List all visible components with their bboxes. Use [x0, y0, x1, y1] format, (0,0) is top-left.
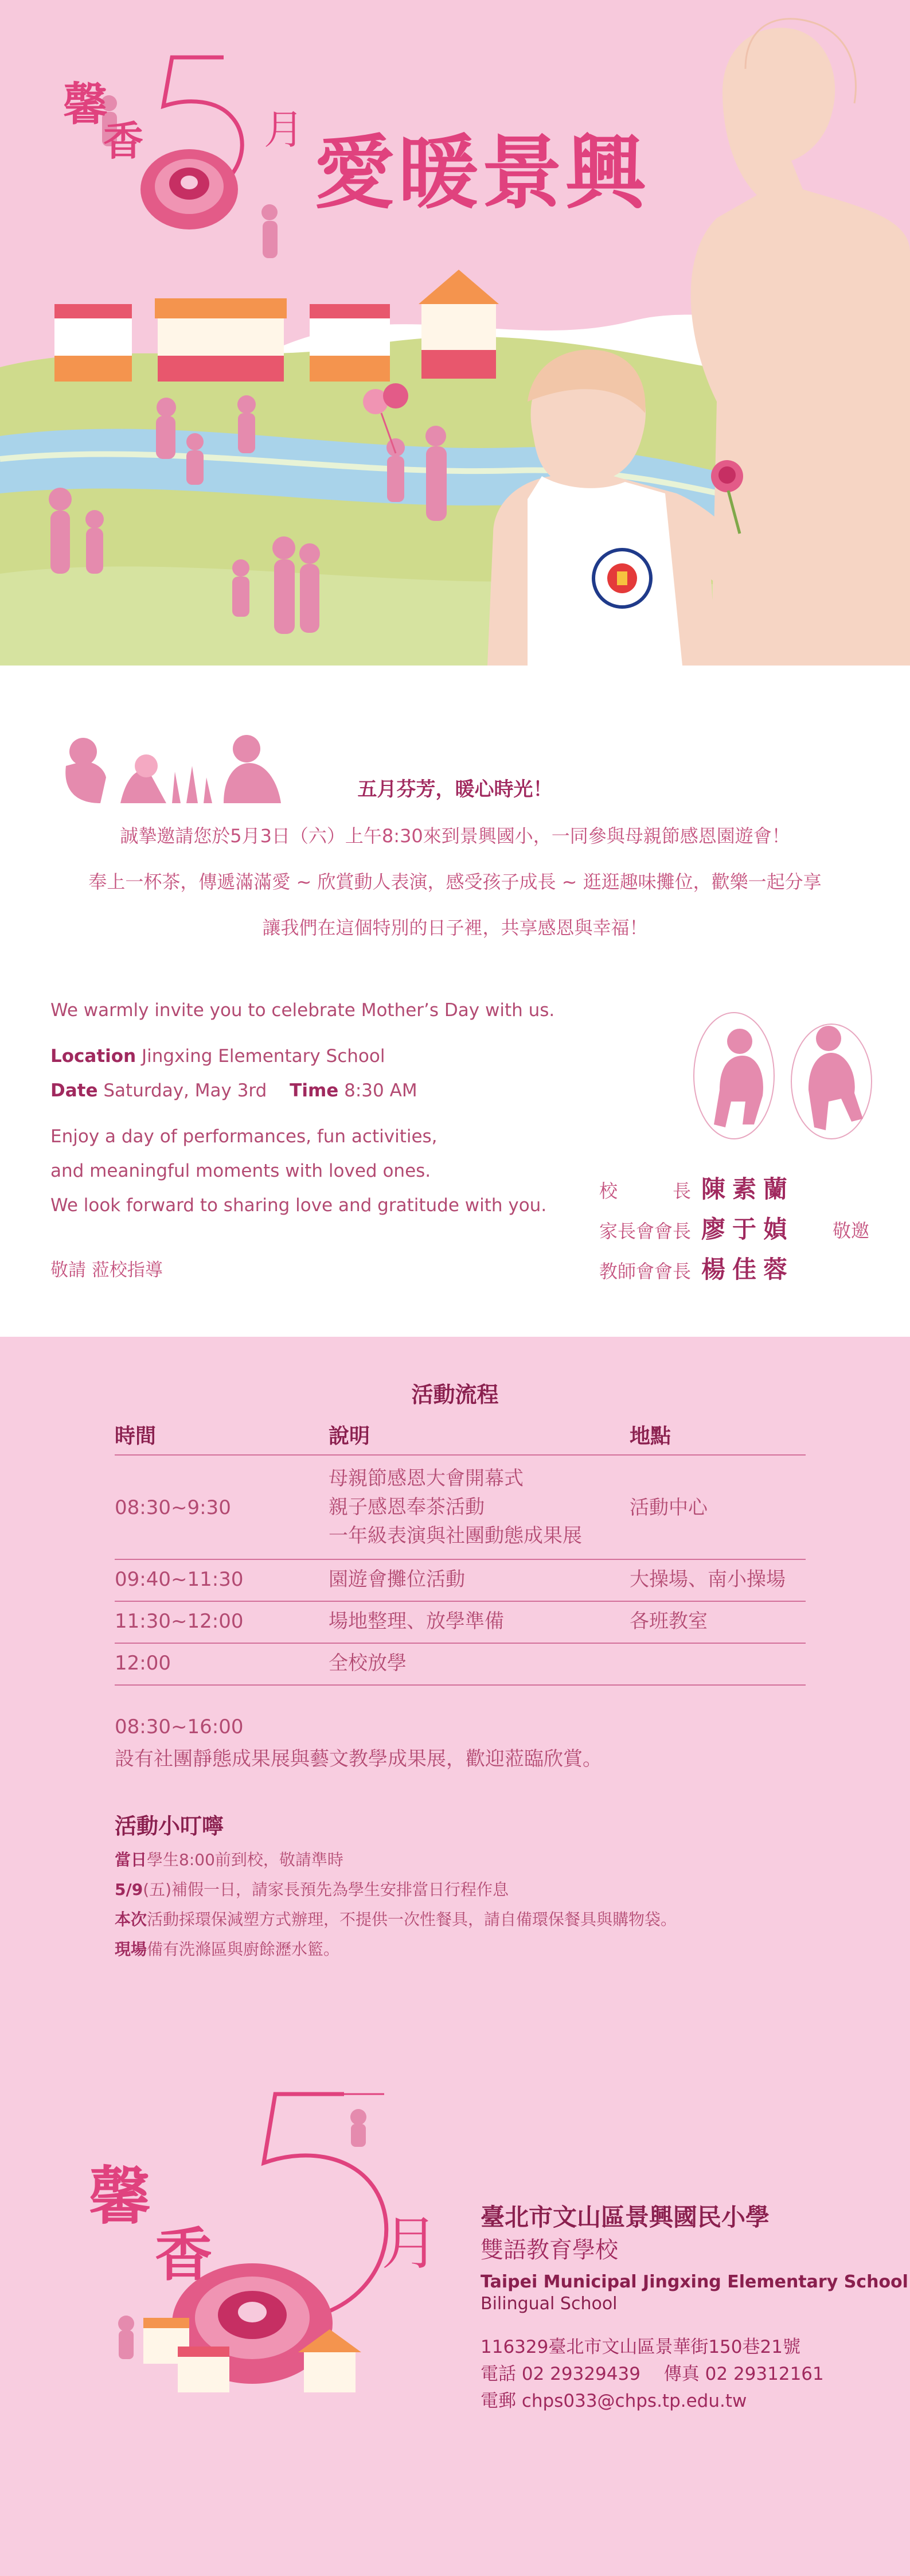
- location-label: Location: [50, 1046, 136, 1067]
- tip-lead: 現場: [115, 1940, 147, 1959]
- school-email: 電郵 chps033@chps.tp.edu.tw: [481, 2391, 747, 2411]
- row-location: 各班教室: [630, 1610, 708, 1633]
- table-divider: [115, 1601, 806, 1602]
- hero-title: 愛暖景興: [314, 126, 650, 220]
- location-value: Jingxing Elementary School: [142, 1046, 385, 1067]
- tip-lead: 當日: [115, 1850, 147, 1869]
- school-subtitle-zh: 雙語教育學校: [481, 2237, 618, 2263]
- logo-month-char: 月: [264, 106, 304, 153]
- hero-illustration: [0, 0, 910, 666]
- time-label: Time: [290, 1080, 339, 1101]
- school-name-en: Taipei Municipal Jingxing Elementary School: [481, 2272, 908, 2292]
- signature-role: 家長會會長: [599, 1220, 692, 1242]
- row-description: 園遊會攤位活動: [329, 1568, 465, 1591]
- invite-line-2: 奉上一杯茶，傳遞滿滿愛 ~ 欣賞動人表演，感受孩子成長 ~ 逛逛趣味攤位，歡樂一起分享: [88, 871, 822, 893]
- tip-lead: 本次: [115, 1910, 147, 1929]
- header-location: 地點: [630, 1425, 671, 1448]
- row-description: 全校放學: [329, 1652, 407, 1675]
- signature-parent-chair: [599, 1211, 794, 1245]
- table-divider: [115, 1684, 806, 1686]
- date-row: [50, 1080, 417, 1101]
- hero-banner: [0, 0, 910, 666]
- tip-text: 活動採環保減塑方式辦理，不提供一次性餐具，請自備環保餐具與購物袋。: [147, 1910, 677, 1929]
- extra-description: 設有社團靜態成果展與藝文教學成果展，歡迎蒞臨欣賞。: [115, 1748, 602, 1770]
- peony-icon: [140, 149, 238, 229]
- location-row: [50, 1046, 385, 1067]
- invite-line-3: 讓我們在這個特別的日子裡，共享感恩與幸福！: [262, 917, 648, 939]
- tip-item: [115, 1937, 339, 1960]
- tips-title: 活動小叮嚀: [115, 1814, 224, 1839]
- tip-text: (五)補假一日，請家長預先為學生安排當日行程作息: [143, 1880, 509, 1899]
- table-divider: [115, 1454, 806, 1456]
- english-body-1: Enjoy a day of performances, fun activities,: [50, 1126, 438, 1147]
- extra-time: 08:30~16:00: [115, 1715, 244, 1738]
- signature-name: 楊佳蓉: [701, 1255, 795, 1283]
- signature-name: 廖于媜: [701, 1215, 795, 1243]
- school-address: 116329臺北市文山區景華街150巷21號: [481, 2337, 800, 2357]
- invite-line-1: 誠摯邀請您於5月3日（六）上午8:30來到景興國小，一同參與母親節感恩園遊會！: [120, 825, 790, 847]
- row-time: 08:30~9:30: [115, 1496, 231, 1519]
- signature-teacher-chair: [599, 1251, 794, 1285]
- tip-item: [115, 1877, 509, 1900]
- invitation-section: [0, 666, 910, 1337]
- schedule-section: [0, 1337, 910, 2576]
- school-subtitle-en: Bilingual School: [481, 2294, 618, 2314]
- row-location: 活動中心: [630, 1496, 708, 1519]
- footer-logo-month-char: 月: [381, 2210, 439, 2277]
- english-body-3: We look forward to sharing love and gratitude with you.: [50, 1195, 547, 1216]
- row-time: 09:40~11:30: [115, 1568, 244, 1591]
- invite-note: 敬請 蒞校指導: [50, 1260, 163, 1281]
- header-time: 時間: [115, 1425, 157, 1448]
- english-intro: We warmly invite you to celebrate Mother’s Day with us.: [50, 1000, 555, 1021]
- tip-text: 學生8:00前到校，敬請準時: [147, 1850, 343, 1869]
- tip-text: 備有洗滌區與廚餘瀝水籃。: [147, 1940, 340, 1959]
- time-value: 8:30 AM: [344, 1080, 417, 1101]
- header-description: 說明: [329, 1425, 370, 1448]
- english-body-2: and meaningful moments with loved ones.: [50, 1161, 431, 1181]
- respect-text: 敬邀: [833, 1220, 870, 1242]
- signature-role: 教師會會長: [599, 1260, 692, 1282]
- row-location: 大操場、南小操場: [630, 1568, 786, 1591]
- date-value: Saturday, May 3rd: [103, 1080, 267, 1101]
- footer-logo-xin-char: 馨: [89, 2161, 151, 2233]
- jump-rope-kids-icon: [685, 1010, 880, 1142]
- signature-role: 校 長: [599, 1180, 692, 1202]
- row-description: 場地整理、放學準備: [329, 1610, 504, 1633]
- school-name-zh: 臺北市文山區景興國民小學: [481, 2203, 770, 2231]
- footer-logo-xiang-char: 香: [155, 2221, 212, 2289]
- table-divider: [115, 1559, 806, 1560]
- tip-item: [115, 1847, 343, 1870]
- row-time: 12:00: [115, 1652, 171, 1675]
- logo-xin-char: 馨: [63, 79, 108, 131]
- tip-lead: 5/9: [115, 1880, 143, 1899]
- schedule-title: 活動流程: [411, 1382, 499, 1407]
- tip-item: [115, 1907, 677, 1930]
- signature-principal: [599, 1170, 794, 1205]
- logo-xiang-char: 香: [103, 117, 143, 165]
- table-divider: [115, 1643, 806, 1644]
- school-phone: 電話 02 29329439 傳真 02 29312161: [481, 2364, 824, 2384]
- row-time: 11:30~12:00: [115, 1610, 244, 1633]
- signature-name: 陳素蘭: [701, 1175, 795, 1203]
- headline: 五月芬芳，暖心時光！: [357, 778, 553, 801]
- row-description: 母親節感恩大會開幕式 親子感恩奉茶活動 一年級表演與社團動態成果展: [329, 1467, 582, 1547]
- date-label: Date: [50, 1080, 98, 1101]
